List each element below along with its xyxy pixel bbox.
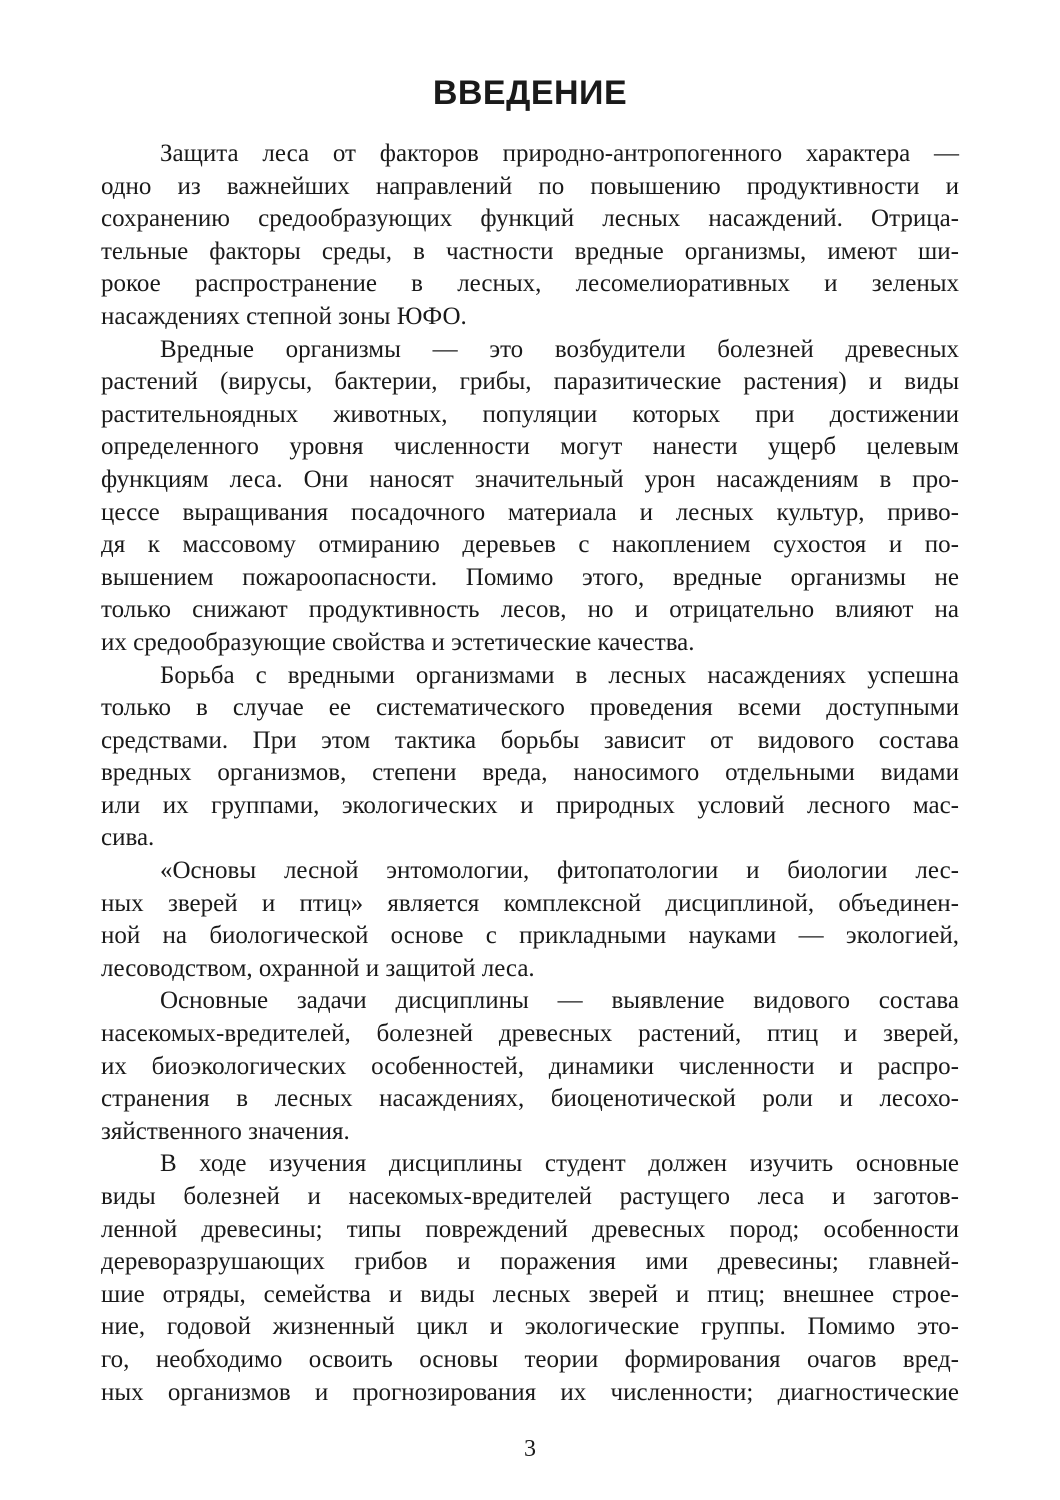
text-line: шие отряды, семейства и виды лесных зверей и птиц; внешнее строе- bbox=[101, 1280, 959, 1308]
text-line: сохранению средообразующих функций лесных насаждений. Отрица- bbox=[101, 205, 959, 233]
text-line: Вредные организмы — это возбудители болезней древесных bbox=[160, 335, 959, 363]
text-line: го, необходимо освоить основы теории формирования очагов вред- bbox=[101, 1345, 959, 1373]
text-line: Защита леса от факторов природно-антропогенного характера — bbox=[160, 140, 959, 167]
text-line: их средообразующие свойства и эстетические качества. bbox=[101, 628, 695, 656]
text-line: насекомых-вредителей, болезней древесных растений, птиц и зверей, bbox=[101, 1020, 959, 1048]
text-line: их биоэкологических особенностей, динамики численности и распро- bbox=[101, 1052, 959, 1080]
text-line: функциям леса. Они наносят значительный урон насаждениям в про- bbox=[101, 465, 959, 493]
text-line: странения в лесных насаждениях, биоценотической роли и лесохо- bbox=[101, 1085, 959, 1113]
text-line: средствами. При этом тактика борьбы зависит от видового состава bbox=[101, 726, 959, 754]
text-line: только снижают продуктивность лесов, но и отрицательно влияют на bbox=[101, 596, 959, 624]
text-line: ной на биологической основе с прикладными науками — экологией, bbox=[101, 922, 959, 950]
text-line: ленной древесины; типы повреждений древесных пород; особенности bbox=[101, 1215, 959, 1243]
text-line: Борьба с вредными организмами в лесных насаждениях успешна bbox=[160, 661, 959, 689]
text-line: лесоводством, охранной и защитой леса. bbox=[101, 954, 535, 982]
paragraph bbox=[101, 855, 959, 985]
body-text bbox=[101, 138, 959, 1409]
text-line: ных организмов и прогнозирования их численности; диагностические bbox=[101, 1378, 959, 1406]
text-line: сива. bbox=[101, 824, 155, 852]
text-line: рокое распространение в лесных, лесомелиоративных и зеленых bbox=[101, 270, 959, 298]
text-line: одно из важнейших направлений по повышению продуктивности и bbox=[101, 172, 959, 200]
paragraph bbox=[101, 138, 959, 334]
paragraph bbox=[101, 1148, 959, 1409]
page-title: ВВЕДЕНИЕ bbox=[432, 74, 628, 112]
paragraph bbox=[101, 334, 959, 660]
text-line: Основные задачи дисциплины — выявление видового состава bbox=[160, 987, 959, 1015]
text-line: или их группами, экологических и природных условий лесного мас- bbox=[101, 791, 959, 819]
text-line: растений (вирусы, бактерии, грибы, паразитические растения) и виды bbox=[101, 368, 959, 396]
text-line: растительноядных животных, популяции которых при достижении bbox=[101, 400, 959, 428]
text-line: «Основы лесной энтомологии, фитопатологии и биологии лес- bbox=[160, 857, 959, 885]
text-line: вышением пожароопасности. Помимо этого, вредные организмы не bbox=[101, 563, 959, 591]
text-line: цессе выращивания посадочного материала и лесных культур, приво- bbox=[101, 498, 959, 526]
text-line: ние, годовой жизненный цикл и экологические группы. Помимо это- bbox=[101, 1313, 959, 1341]
paragraph bbox=[101, 660, 959, 856]
page-number: 3 bbox=[524, 1436, 536, 1462]
text-line: вредных организмов, степени вреда, наносимого отдельными видами bbox=[101, 759, 959, 787]
text-line: ных зверей и птиц» является комплексной дисциплиной, объединен- bbox=[101, 889, 959, 917]
text-line: дя к массовому отмиранию деревьев с накоплением сухостоя и по- bbox=[101, 531, 959, 559]
text-line: дереворазрушающих грибов и поражения ими древесины; главней- bbox=[101, 1248, 959, 1276]
paragraph bbox=[101, 985, 959, 1148]
text-line: виды болезней и насекомых-вредителей растущего леса и заготов- bbox=[101, 1183, 959, 1210]
text-line: определенного уровня численности могут нанести ущерб целевым bbox=[101, 433, 959, 461]
text-line: В ходе изучения дисциплины студент должен изучить основные bbox=[160, 1150, 959, 1178]
text-line: тельные факторы среды, в частности вредные организмы, имеют ши- bbox=[101, 237, 959, 265]
text-line: зяйственного значения. bbox=[101, 1117, 350, 1145]
text-line: только в случае ее систематического проведения всеми доступными bbox=[101, 694, 959, 722]
text-line: насаждениях степной зоны ЮФО. bbox=[101, 302, 467, 330]
